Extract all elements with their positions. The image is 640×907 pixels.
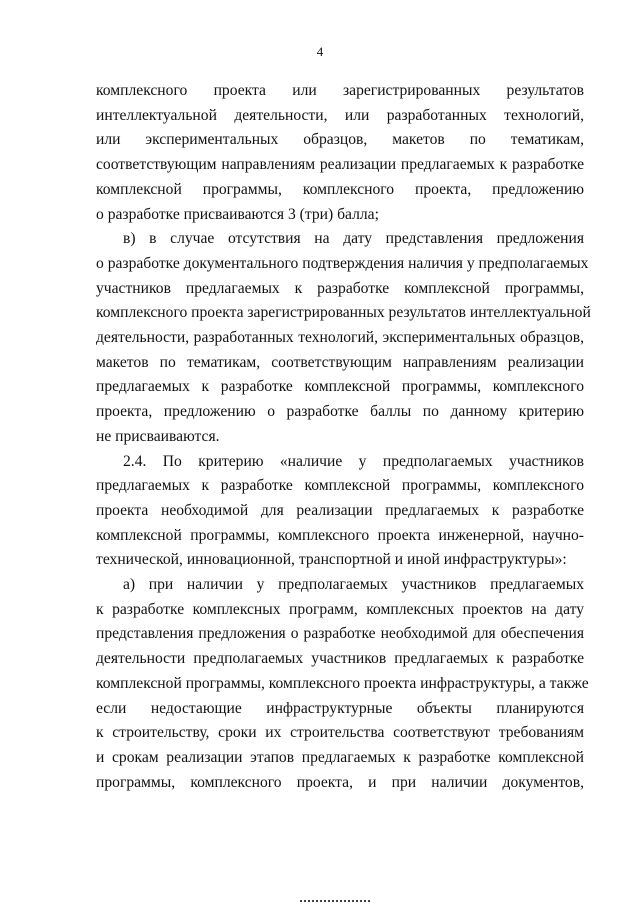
text-line: о разработке документального подтверждения наличия у предполагаемых <box>96 254 589 272</box>
text-line: соответствующим направлениям реализации предлагаемых к разработке <box>96 156 584 174</box>
text-line: макетов по тематикам, соответствующим направлениям реализации <box>96 353 584 371</box>
text-line: деятельности, разработанных технологий, экспериментальных образцов, <box>96 329 584 347</box>
text-line: и срокам реализации этапов предлагаемых к разработке комплексной <box>96 748 584 766</box>
text-line: комплексного проекта или зарегистрированных результатов <box>96 82 584 99</box>
page-number: 4 <box>316 44 324 59</box>
text-line: участников предлагаемых к разработке комплексной программы, <box>96 279 584 297</box>
text-line: а) при наличии у предполагаемых участников предлагаемых <box>123 576 584 594</box>
document-body <box>96 79 591 795</box>
text-line: комплексной программы, комплексного проекта, предложению <box>96 180 584 198</box>
text-line: 2.4. По критерию «наличие у предполагаемых участников <box>123 452 584 470</box>
paragraph-item-v <box>96 227 591 449</box>
text-line: к строительству, сроки их строительства соответствуют требованиям <box>96 724 584 742</box>
text-line: комплексного проекта зарегистрированных результатов интеллектуальной <box>96 304 591 322</box>
paragraph-section-2-4 <box>96 450 584 574</box>
text-line: интеллектуальной деятельности, или разработанных технологий, <box>96 106 584 124</box>
text-line: к разработке комплексных программ, комплексных проектов на дату <box>96 600 584 618</box>
text-line: деятельности предполагаемых участников предлагаемых к разработке <box>96 650 584 668</box>
text-line: проекта, предложению о разработке баллы по данному критерию <box>96 403 584 421</box>
text-line: о разработке присваиваются 3 (три) балла; <box>96 205 379 223</box>
text-line: технической, инновационной, транспортной и иной инфраструктуры»: <box>96 551 567 569</box>
text-line: проекта необходимой для реализации предлагаемых к разработке <box>96 501 584 519</box>
text-line: программы, комплексного проекта, и при наличии документов, <box>96 773 584 791</box>
text-line: если недостающие инфраструктурные объекты планируются <box>96 699 584 717</box>
text-line: комплексной программы, комплексного проекта инфраструктуры, а также <box>96 674 589 692</box>
paragraph-1 <box>96 79 584 227</box>
text-line: комплексной программы, комплексного проекта инженерной, научно- <box>96 526 584 544</box>
text-line: не присваиваются. <box>96 427 220 445</box>
text-line: в) в случае отсутствия на дату представления предложения <box>123 230 584 248</box>
text-line: представления предложения о разработке необходимой для обеспечения <box>96 625 584 643</box>
text-line: предлагаемых к разработке комплексной программы, комплексного <box>96 477 584 495</box>
scan-edge-mark <box>300 900 370 907</box>
paragraph-item-a <box>96 573 589 795</box>
text-line: или экспериментальных образцов, макетов по тематикам, <box>96 131 584 149</box>
text-line: предлагаемых к разработке комплексной программы, комплексного <box>96 378 584 396</box>
